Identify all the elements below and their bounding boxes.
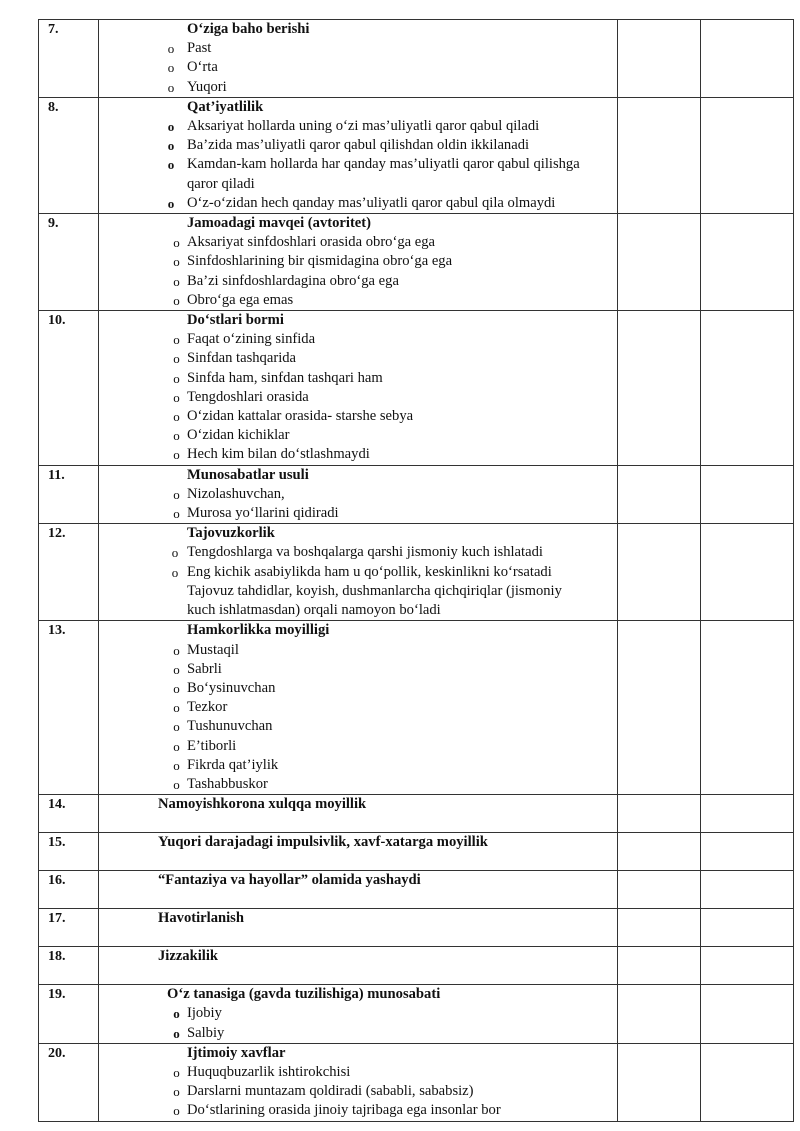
option-item[interactable] xyxy=(99,445,617,464)
answer-cell-1[interactable] xyxy=(618,947,701,985)
circle-bullet-icon xyxy=(99,349,187,368)
item-title: Yuqori darajadagi impulsivlik, xavf-xatarga moyillik xyxy=(158,834,488,851)
option-label: Kamdan-kam hollarda har qanday mas’uliyatli qaror qabul qilishga xyxy=(187,156,580,173)
circle-bullet-icon xyxy=(99,252,187,271)
item-number: 9. xyxy=(39,214,99,311)
answer-cell-2[interactable] xyxy=(701,20,794,98)
table-row xyxy=(39,214,794,311)
table-row xyxy=(39,621,794,795)
item-number: 10. xyxy=(39,311,99,466)
circle-bullet-icon xyxy=(99,155,187,174)
item-number: 7. xyxy=(39,20,99,98)
bullet-glyph: o xyxy=(173,486,180,502)
item-title: Do‘stlari bormi xyxy=(187,312,284,329)
circle-bullet-icon xyxy=(99,39,187,58)
answer-cell-1[interactable] xyxy=(618,985,701,1044)
item-number: 8. xyxy=(39,97,99,213)
circle-bullet-icon xyxy=(99,369,187,388)
option-label: Tengdoshlarga va boshqalarga qarshi jismoniy kuch ishlatadi xyxy=(187,544,543,561)
item-content xyxy=(99,20,618,98)
option-label: O‘zidan kichiklar xyxy=(187,427,290,444)
answer-cell-1[interactable] xyxy=(618,1043,701,1121)
item-number: 12. xyxy=(39,524,99,621)
item-title: Namoyishkorona xulqqa moyillik xyxy=(158,796,367,813)
bullet-glyph: o xyxy=(173,1064,180,1080)
option-label: O‘zidan kattalar orasida- starshe sebya xyxy=(187,408,414,425)
questionnaire-table xyxy=(38,19,794,1122)
item-title: Havotirlanish xyxy=(158,910,244,927)
item-number: 17. xyxy=(39,909,99,947)
bullet-glyph: o xyxy=(173,680,180,696)
bullet-glyph: o xyxy=(173,700,180,716)
circle-bullet-icon xyxy=(99,1063,187,1082)
circle-bullet-icon xyxy=(99,679,187,698)
bullet-glyph: o xyxy=(173,1103,180,1119)
bullet-glyph: o xyxy=(173,1006,180,1022)
circle-bullet-icon xyxy=(99,1101,187,1120)
table-row xyxy=(39,20,794,98)
option-item[interactable] xyxy=(99,543,617,562)
bullet-glyph: o xyxy=(173,370,180,386)
circle-bullet-icon xyxy=(99,233,187,252)
circle-bullet-icon xyxy=(99,194,187,213)
option-item[interactable] xyxy=(99,233,617,252)
answer-cell-2[interactable] xyxy=(701,833,794,871)
circle-bullet-icon xyxy=(99,485,187,504)
item-title: Jizzakilik xyxy=(158,948,218,965)
answer-cell-1[interactable] xyxy=(618,621,701,795)
table-row xyxy=(39,947,794,985)
option-item[interactable] xyxy=(99,1082,617,1101)
bullet-glyph: o xyxy=(173,254,180,270)
answer-cell-2[interactable] xyxy=(701,947,794,985)
option-item[interactable] xyxy=(99,698,617,717)
circle-bullet-icon xyxy=(99,660,187,679)
circle-bullet-icon xyxy=(99,543,187,562)
option-label: Faqat o‘zining sinfida xyxy=(187,331,316,348)
answer-cell-1[interactable] xyxy=(618,465,701,524)
bullet-glyph: o xyxy=(173,235,180,251)
option-item[interactable] xyxy=(99,756,617,775)
circle-bullet-icon xyxy=(99,272,187,291)
item-title: O‘z tanasiga (gavda tuzilishiga) munosabati xyxy=(167,986,441,1003)
circle-bullet-icon xyxy=(99,388,187,407)
option-item[interactable] xyxy=(99,330,617,349)
item-content xyxy=(99,795,618,833)
bullet-glyph: o xyxy=(171,564,179,580)
answer-cell-1[interactable] xyxy=(618,214,701,311)
table-row xyxy=(39,833,794,871)
bullet-glyph: o xyxy=(173,506,180,522)
item-number: 11. xyxy=(39,465,99,524)
table-row xyxy=(39,97,794,213)
answer-cell-2[interactable] xyxy=(701,871,794,909)
bullet-glyph: o xyxy=(167,138,175,154)
item-content xyxy=(99,1043,618,1121)
option-label: O‘z-o‘zidan hech qanday mas’uliyatli qaror qabul qila olmaydi xyxy=(187,194,556,211)
answer-cell-1[interactable] xyxy=(618,97,701,213)
table-row xyxy=(39,871,794,909)
answer-cell-1[interactable] xyxy=(618,795,701,833)
table-row xyxy=(39,311,794,466)
bullet-glyph: o xyxy=(173,447,180,463)
bullet-glyph: o xyxy=(173,776,180,792)
option-item[interactable] xyxy=(99,660,617,679)
option-item[interactable] xyxy=(99,58,617,77)
answer-cell-2[interactable] xyxy=(701,97,794,213)
answer-cell-2[interactable] xyxy=(701,465,794,524)
option-label: Tushunuvchan xyxy=(187,718,273,735)
option-label: Yuqori xyxy=(187,78,227,95)
option-label: Salbiy xyxy=(187,1024,225,1041)
item-content xyxy=(99,909,618,947)
option-label: Sinfdan tashqarida xyxy=(187,350,297,367)
option-item[interactable] xyxy=(99,155,617,174)
bullet-glyph: o xyxy=(167,157,175,173)
option-label: Ba’zida mas’uliyatli qaror qabul qilishdan oldin ikkilanadi xyxy=(187,137,530,154)
table-row xyxy=(39,524,794,621)
table-row xyxy=(39,465,794,524)
option-item[interactable] xyxy=(99,679,617,698)
option-item[interactable] xyxy=(99,39,617,58)
option-label: Tezkor xyxy=(187,699,228,716)
option-label: Mustaqil xyxy=(187,641,239,658)
circle-bullet-icon xyxy=(99,641,187,660)
option-item[interactable] xyxy=(99,426,617,445)
option-item[interactable] xyxy=(99,1063,617,1082)
bullet-glyph: o xyxy=(173,273,180,289)
item-title: “Fantaziya va hayollar” olamida yashaydi xyxy=(158,872,421,889)
answer-cell-2[interactable] xyxy=(701,621,794,795)
bullet-glyph: o xyxy=(173,757,180,773)
option-label-continuation: qaror qiladi xyxy=(187,175,255,192)
option-item[interactable] xyxy=(99,252,617,271)
circle-bullet-icon xyxy=(99,698,187,717)
circle-bullet-icon xyxy=(99,1004,187,1023)
option-item[interactable] xyxy=(99,369,617,388)
bullet-glyph: o xyxy=(173,738,180,754)
circle-bullet-icon xyxy=(99,136,187,155)
item-content xyxy=(99,465,618,524)
item-content xyxy=(99,97,618,213)
circle-bullet-icon xyxy=(99,330,187,349)
circle-bullet-icon xyxy=(99,775,187,794)
answer-cell-2[interactable] xyxy=(701,214,794,311)
item-number: 18. xyxy=(39,947,99,985)
option-label: Sabrli xyxy=(187,660,222,677)
item-content xyxy=(99,311,618,466)
circle-bullet-icon xyxy=(99,717,187,736)
option-item[interactable] xyxy=(99,1024,617,1043)
item-number: 20. xyxy=(39,1043,99,1121)
option-item[interactable] xyxy=(99,737,617,756)
bullet-glyph: o xyxy=(171,545,179,561)
item-title: Tajovuzkorlik xyxy=(187,525,275,542)
table-row xyxy=(39,795,794,833)
option-label: Do‘stlarining orasida jinoiy tajribaga ega insonlar bor xyxy=(187,1102,501,1119)
circle-bullet-icon xyxy=(99,117,187,136)
item-title: Munosabatlar usuli xyxy=(187,466,309,483)
circle-bullet-icon xyxy=(99,426,187,445)
answer-cell-2[interactable] xyxy=(701,1043,794,1121)
option-item[interactable] xyxy=(99,388,617,407)
item-number: 19. xyxy=(39,985,99,1044)
answer-cell-2[interactable] xyxy=(701,524,794,621)
option-item[interactable] xyxy=(99,641,617,660)
circle-bullet-icon xyxy=(99,1024,187,1043)
option-label: Aksariyat hollarda uning o‘zi mas’uliyatli qaror qabul qiladi xyxy=(187,118,540,135)
item-content xyxy=(99,871,618,909)
table-row xyxy=(39,985,794,1044)
item-content xyxy=(99,833,618,871)
answer-cell-1[interactable] xyxy=(618,311,701,466)
option-item[interactable] xyxy=(99,504,617,523)
bullet-glyph: o xyxy=(173,719,180,735)
item-title: Hamkorlikka moyilligi xyxy=(187,622,330,639)
item-content xyxy=(99,947,618,985)
circle-bullet-icon xyxy=(99,737,187,756)
item-content xyxy=(99,985,618,1044)
bullet-glyph: o xyxy=(167,60,175,76)
circle-bullet-icon xyxy=(99,58,187,77)
option-item[interactable] xyxy=(99,194,617,213)
item-number: 13. xyxy=(39,621,99,795)
table-row xyxy=(39,1043,794,1121)
option-label: Sinfda ham, sinfdan tashqari ham xyxy=(187,369,383,386)
option-label: Sinfdoshlarining bir qismidagina obro‘ga ega xyxy=(187,253,453,270)
table-row xyxy=(39,909,794,947)
bullet-glyph: o xyxy=(173,428,180,444)
answer-cell-2[interactable] xyxy=(701,795,794,833)
answer-cell-2[interactable] xyxy=(701,311,794,466)
answer-cell-1[interactable] xyxy=(618,833,701,871)
bullet-glyph: o xyxy=(173,351,180,367)
bullet-glyph: o xyxy=(173,332,180,348)
answer-cell-1[interactable] xyxy=(618,524,701,621)
circle-bullet-icon xyxy=(99,1082,187,1101)
answer-cell-1[interactable] xyxy=(618,20,701,98)
option-item[interactable] xyxy=(99,136,617,155)
option-label: Fikrda qat’iylik xyxy=(187,756,279,773)
item-title: Jamoadagi mavqei (avtoritet) xyxy=(187,215,372,232)
option-label: Past xyxy=(187,40,212,57)
item-number: 15. xyxy=(39,833,99,871)
option-label: O‘rta xyxy=(187,59,218,76)
item-number: 14. xyxy=(39,795,99,833)
bullet-glyph: o xyxy=(173,1025,180,1041)
option-item[interactable] xyxy=(99,291,617,310)
item-content xyxy=(99,524,618,621)
option-label: Eng kichik asabiylikda ham u qo‘pollik, keskinlikni ko‘rsatadi xyxy=(187,563,552,580)
option-item[interactable] xyxy=(99,349,617,368)
answer-cell-1[interactable] xyxy=(618,909,701,947)
option-item[interactable] xyxy=(99,775,617,794)
option-item[interactable] xyxy=(99,1101,617,1120)
option-item[interactable] xyxy=(99,407,617,426)
option-item[interactable] xyxy=(99,1004,617,1023)
circle-bullet-icon xyxy=(99,78,187,97)
option-label: Tengdoshlari orasida xyxy=(187,388,309,405)
option-label-continuation: Tajovuz tahdidlar, koyish, dushmanlarcha qichqiriqlar (jismoniy xyxy=(187,582,562,599)
option-label: Hech kim bilan do‘stlashmaydi xyxy=(187,446,370,463)
item-content xyxy=(99,214,618,311)
option-label: Ijobiy xyxy=(187,1005,222,1022)
bullet-glyph: o xyxy=(167,41,175,57)
option-label: Tashabbuskor xyxy=(187,775,268,792)
item-title: Qat’iyatlilik xyxy=(187,98,264,115)
bullet-glyph: o xyxy=(173,642,180,658)
option-label-continuation: kuch ishlatmasdan) orqali namoyon bo‘ladi xyxy=(187,602,441,619)
bullet-glyph: o xyxy=(167,79,175,95)
option-item[interactable] xyxy=(99,485,617,504)
option-label: Murosa yo‘llarini qidiradi xyxy=(187,505,339,522)
circle-bullet-icon xyxy=(99,407,187,426)
bullet-glyph: o xyxy=(173,292,180,308)
circle-bullet-icon xyxy=(99,291,187,310)
item-title: Ijtimoiy xavflar xyxy=(187,1044,286,1061)
option-item[interactable] xyxy=(99,717,617,736)
option-item[interactable] xyxy=(99,78,617,97)
item-number: 16. xyxy=(39,871,99,909)
answer-cell-2[interactable] xyxy=(701,909,794,947)
circle-bullet-icon xyxy=(99,504,187,523)
circle-bullet-icon xyxy=(99,563,187,582)
bullet-glyph: o xyxy=(167,119,175,135)
bullet-glyph: o xyxy=(173,409,180,425)
option-label: Bo‘ysinuvchan xyxy=(187,679,276,696)
option-label: Nizolashuvchan, xyxy=(187,485,285,502)
circle-bullet-icon xyxy=(99,756,187,775)
item-title: O‘ziga baho berishi xyxy=(187,21,310,37)
bullet-glyph: o xyxy=(173,389,180,405)
bullet-glyph: o xyxy=(167,195,175,211)
option-item[interactable] xyxy=(99,272,617,291)
answer-cell-2[interactable] xyxy=(701,985,794,1044)
option-label: Obro‘ga ega emas xyxy=(187,291,294,308)
circle-bullet-icon xyxy=(99,445,187,464)
option-label: Aksariyat sinfdoshlari orasida obro‘ga ega xyxy=(187,234,436,251)
answer-cell-1[interactable] xyxy=(618,871,701,909)
option-item[interactable] xyxy=(99,117,617,136)
option-item[interactable] xyxy=(99,563,617,582)
option-label: Ba’zi sinfdoshlardagina obro‘ga ega xyxy=(187,272,399,289)
option-label: Huquqbuzarlik ishtirokchisi xyxy=(187,1063,351,1080)
item-content xyxy=(99,621,618,795)
option-label: E’tiborli xyxy=(187,737,237,754)
bullet-glyph: o xyxy=(173,1084,180,1100)
option-label: Darslarni muntazam qoldiradi (sababli, sababsiz) xyxy=(187,1083,474,1100)
bullet-glyph: o xyxy=(173,661,180,677)
